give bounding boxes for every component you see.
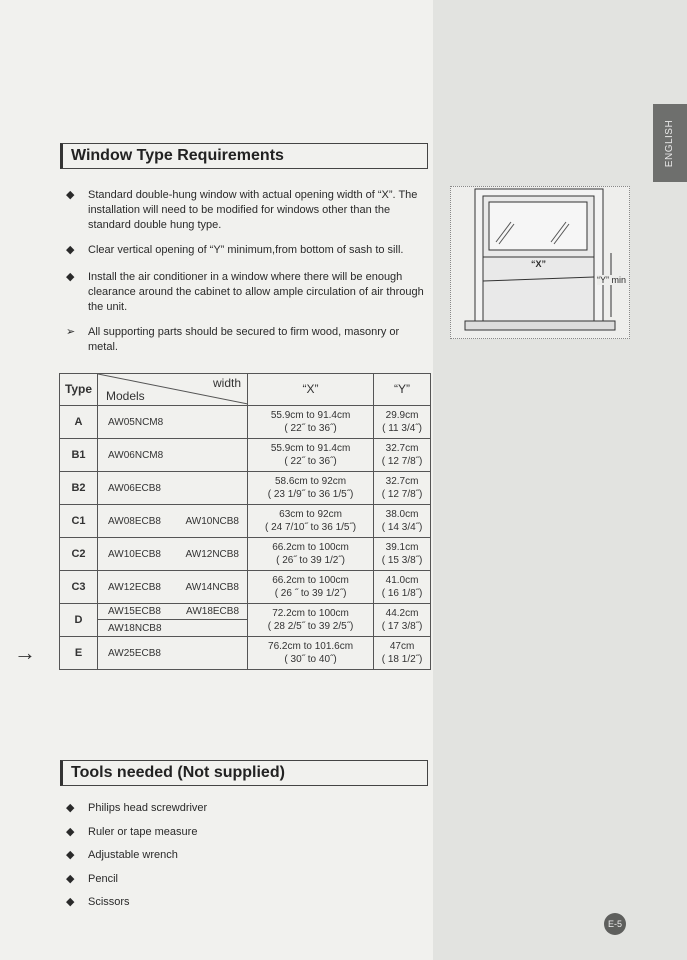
x2-value: ( 22˝ to 36˝) <box>284 423 337 434</box>
models-cell <box>98 505 248 538</box>
type-cell: B1 <box>60 439 98 472</box>
table-row <box>60 538 431 571</box>
y2-value: ( 15 3/8˝) <box>381 555 423 566</box>
y-cell <box>374 472 431 505</box>
table-header <box>60 374 431 406</box>
x-cell <box>248 505 374 538</box>
table-row <box>60 505 431 538</box>
window-type-table <box>59 373 431 670</box>
tool-item <box>66 801 426 816</box>
y1-value: 38.0cm <box>385 509 419 520</box>
y2-value: ( 14 3/4˝) <box>381 522 423 533</box>
x-cell <box>248 538 374 571</box>
model: AW10NCB8 <box>185 515 239 527</box>
y2-value: ( 12 7/8˝) <box>381 489 423 500</box>
page-number: E-5 <box>604 913 626 935</box>
model: AW15ECB8 <box>108 606 161 617</box>
y-cell <box>374 571 431 604</box>
tool-text: Scissors <box>88 896 130 908</box>
x2-value: ( 28 2/5˝ to 39 2/5˝) <box>267 621 354 632</box>
note-text: All supporting parts should be secured to firm wood, masonry or metal. <box>88 326 400 353</box>
header-models-label: Models <box>106 389 145 403</box>
diamond-icon: ◆ <box>66 896 75 908</box>
note <box>66 325 426 355</box>
bullet-text: Install the air conditioner in a window where there will be enough clearance around the cabinet to allow ample circulation of air through the unit. <box>88 271 424 313</box>
model: AW14NCB8 <box>185 581 239 593</box>
diamond-icon: ◆ <box>66 849 75 861</box>
bullet <box>66 270 426 315</box>
handwritten-arrow: → <box>14 640 36 665</box>
header-y: “Y” <box>374 374 431 406</box>
y-cell <box>374 439 431 472</box>
x-cell <box>248 637 374 670</box>
header-type: Type <box>60 374 98 406</box>
x2-value: ( 26 ˝ to 39 1/2˝) <box>274 588 347 599</box>
x1-value: 58.6cm to 92cm <box>274 476 347 487</box>
x1-value: 63cm to 92cm <box>279 509 342 520</box>
model: AW12ECB8 <box>108 581 161 593</box>
models-cell <box>98 439 248 472</box>
x-cell <box>248 604 374 637</box>
models-cell <box>98 620 248 637</box>
tool-text: Philips head screwdriver <box>88 802 208 814</box>
x2-value: ( 22˝ to 36˝) <box>284 456 337 467</box>
models-cell <box>98 637 248 670</box>
table-row <box>60 439 431 472</box>
tool-text: Adjustable wrench <box>88 849 178 861</box>
y-cell <box>374 604 431 637</box>
type-cell: E <box>60 637 98 670</box>
x-cell <box>248 406 374 439</box>
models-cell <box>98 571 248 604</box>
tool-item <box>66 825 426 840</box>
type-cell: C3 <box>60 571 98 604</box>
type-cell: C2 <box>60 538 98 571</box>
model: AW18NCB8 <box>108 622 162 634</box>
diamond-icon: ◆ <box>66 271 75 283</box>
diamond-icon: ◆ <box>66 802 75 814</box>
x-cell <box>248 472 374 505</box>
x-cell <box>248 439 374 472</box>
y-cell <box>374 505 431 538</box>
y-cell <box>374 538 431 571</box>
language-label: ENGLISH <box>664 119 676 167</box>
y1-value: 47cm <box>389 641 415 652</box>
section-heading-window: Window Type Requirements <box>60 143 428 169</box>
diamond-icon: ◆ <box>66 872 75 885</box>
tool-text: Ruler or tape measure <box>88 825 198 838</box>
type-cell: D <box>60 604 98 637</box>
model: AW12NCB8 <box>185 548 239 560</box>
window-diagram <box>450 186 630 339</box>
y2-value: ( 18 1/2˝) <box>381 654 423 665</box>
tool-item <box>66 895 426 910</box>
x2-value: ( 23 1/9˝ to 36 1/5˝) <box>267 489 354 500</box>
x1-value: 55.9cm to 91.4cm <box>270 410 351 421</box>
bullet <box>66 188 426 233</box>
models-cell <box>98 538 248 571</box>
side-band <box>433 0 687 960</box>
models-cell <box>98 472 248 505</box>
header-width: width <box>212 376 241 390</box>
models-cell <box>98 406 248 439</box>
y1-value: 32.7cm <box>385 443 419 454</box>
model: AW18ECB8 <box>186 606 239 617</box>
diamond-icon: ◆ <box>66 825 75 838</box>
model: AW25ECB8 <box>108 647 161 659</box>
models-cell <box>98 604 248 620</box>
x1-value: 66.2cm to 100cm <box>272 542 349 553</box>
table-row <box>60 406 431 439</box>
arrow-icon: ➢ <box>66 326 76 338</box>
x2-value: ( 30˝ to 40˝) <box>284 654 337 665</box>
x1-value: 72.2cm to 100cm <box>272 608 349 619</box>
table-row <box>60 604 431 620</box>
y1-value: 41.0cm <box>385 575 419 586</box>
table-row <box>60 472 431 505</box>
x2-value: ( 26˝ to 39 1/2˝) <box>276 555 346 566</box>
header-x: “X” <box>248 374 374 406</box>
model: AW06NCM8 <box>108 449 164 461</box>
model: AW06ECB8 <box>108 482 161 494</box>
y1-value: 29.9cm <box>385 410 419 421</box>
y2-value: ( 17 3/8˝) <box>381 621 423 632</box>
x1-value: 76.2cm to 101.6cm <box>268 641 354 652</box>
diamond-icon: ◆ <box>66 244 75 256</box>
language-tab <box>653 104 687 182</box>
y1-value: 32.7cm <box>385 476 419 487</box>
y-label: “Y” min <box>597 275 626 285</box>
type-cell: C1 <box>60 505 98 538</box>
tool-item <box>66 848 426 863</box>
diamond-icon: ◆ <box>66 189 75 201</box>
type-cell: B2 <box>60 472 98 505</box>
section-heading-tools: Tools needed (Not supplied) <box>60 760 428 786</box>
header-models <box>98 374 248 406</box>
x2-value: ( 24 7/10˝ to 36 1/5˝) <box>264 522 357 533</box>
tool-item <box>66 872 426 887</box>
model: AW08ECB8 <box>108 515 161 527</box>
y-cell <box>374 406 431 439</box>
y2-value: ( 16 1/8˝) <box>381 588 423 599</box>
bullet-text: Clear vertical opening of “Y” minimum,from bottom of sash to sill. <box>88 244 404 256</box>
model: AW05NCM8 <box>108 416 164 428</box>
x-label: “X” <box>531 259 547 269</box>
y-cell <box>374 637 431 670</box>
bullet <box>66 243 426 258</box>
tool-text: Pencil <box>88 872 118 885</box>
y2-value: ( 12 7/8˝) <box>381 456 423 467</box>
type-cell: A <box>60 406 98 439</box>
x-cell <box>248 571 374 604</box>
x1-value: 66.2cm to 100cm <box>272 575 349 586</box>
bullet-text: Standard double-hung window with actual opening width of “X”. The installation will need to be modified for windows other than the standard double hung type. <box>88 189 418 231</box>
table-row <box>60 637 431 670</box>
table-row <box>60 571 431 604</box>
y1-value: 44.2cm <box>385 608 419 619</box>
y2-value: ( 11 3/4˝) <box>382 423 422 434</box>
x1-value: 55.9cm to 91.4cm <box>270 443 351 454</box>
y1-value: 39.1cm <box>385 542 419 553</box>
model: AW10ECB8 <box>108 548 161 560</box>
